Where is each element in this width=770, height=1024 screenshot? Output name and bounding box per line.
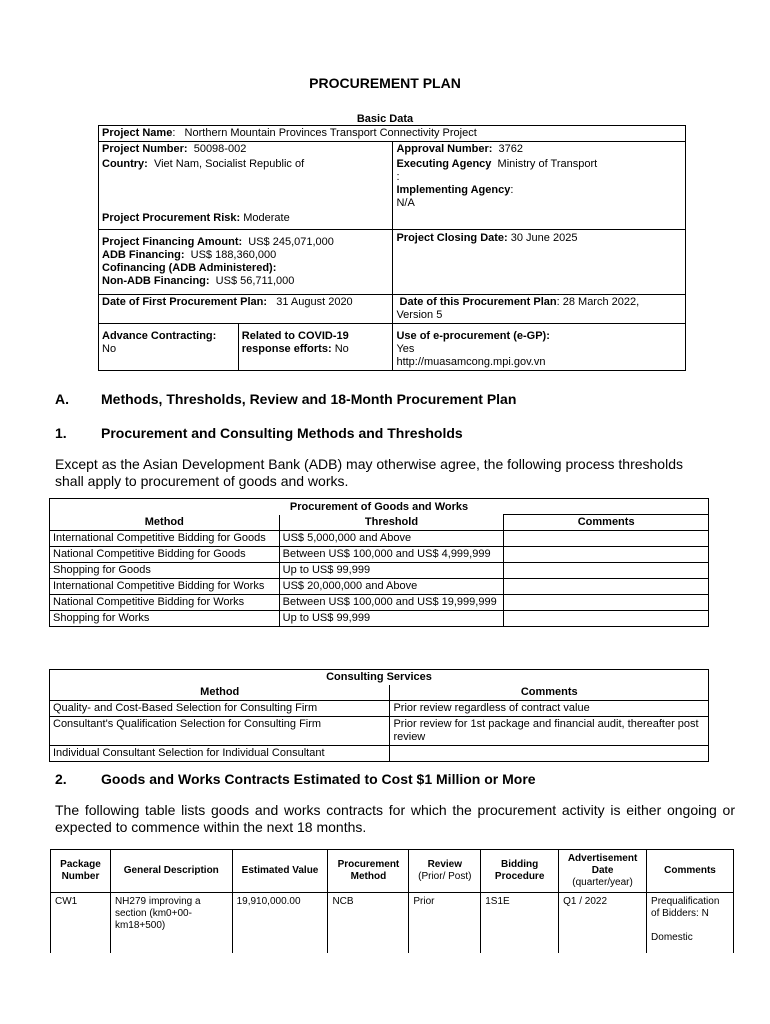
- egp-value: Yes: [396, 343, 415, 355]
- gw-comments: [504, 531, 709, 547]
- ct-header-comments: Comments: [647, 850, 734, 893]
- project-number-cell: [99, 142, 393, 158]
- project-number-label: Project Number:: [102, 143, 188, 155]
- ct-description: NH279 improving a section (km0+00-km18+500): [110, 893, 232, 953]
- cs-comments: Prior review regardless of contract value: [390, 701, 709, 717]
- ct-comments-1: Prequalification of Bidders: N: [651, 896, 720, 919]
- closing-date-value: 30 June 2025: [510, 232, 578, 244]
- ct-advert: Q1 / 2022: [559, 893, 647, 953]
- covid-label-1: Related to COVID-19: [241, 330, 349, 342]
- table-row: [51, 893, 734, 953]
- gw-header-comments: Comments: [504, 515, 709, 531]
- country-label: Country:: [102, 158, 148, 170]
- cs-method: Consultant's Qualification Selection for Consulting Firm: [50, 717, 390, 746]
- project-name-label: Project Name: [102, 127, 173, 139]
- risk-cell: [99, 211, 393, 230]
- covid-label-2: response efforts:: [241, 343, 332, 355]
- gw-threshold: US$ 5,000,000 and Above: [279, 531, 504, 547]
- consulting-table: [49, 669, 709, 762]
- implementing-agency-label: Implementing Agency: [396, 184, 511, 196]
- table-row: [50, 547, 709, 563]
- project-name-value: Northern Mountain Provinces Transport Connectivity Project: [184, 127, 477, 139]
- table-row: [50, 595, 709, 611]
- executing-agency-label: Executing Agency: [396, 158, 492, 170]
- cs-header-comments: Comments: [390, 685, 709, 701]
- gw-method: Shopping for Goods: [50, 563, 280, 579]
- adb-financing-value: US$ 188,360,000: [190, 249, 277, 261]
- gw-threshold: Up to US$ 99,999: [279, 563, 504, 579]
- cofinancing-label: Cofinancing (ADB Administered):: [102, 262, 277, 274]
- gw-method: International Competitive Bidding for Works: [50, 579, 280, 595]
- cs-method: Quality- and Cost-Based Selection for Consulting Firm: [50, 701, 390, 717]
- executing-agency-colon: :: [396, 171, 400, 183]
- section-a-number: A.: [55, 391, 69, 407]
- gw-method: Shopping for Works: [50, 611, 280, 627]
- ct-header-advert: Advertisement Date: [567, 853, 638, 876]
- ct-value: 19,910,000.00: [232, 893, 328, 953]
- section-a-title: Methods, Thresholds, Review and 18-Month Procurement Plan: [101, 391, 517, 407]
- ct-header-method: Procurement Method: [328, 850, 409, 893]
- first-plan-value: 31 August 2020: [276, 296, 353, 308]
- contracts-table: [50, 849, 734, 953]
- this-plan-label: Date of this Procurement Plan: [399, 296, 557, 308]
- section-1-title: Procurement and Consulting Methods and Thresholds: [101, 425, 463, 441]
- non-adb-value: US$ 56,711,000: [215, 275, 295, 287]
- gw-comments: [504, 595, 709, 611]
- gw-method: International Competitive Bidding for Goods: [50, 531, 280, 547]
- first-plan-label: Date of First Procurement Plan:: [102, 296, 268, 308]
- financing-cell: [99, 230, 393, 295]
- goods-works-caption: Procurement of Goods and Works: [50, 499, 709, 515]
- gw-comments: [504, 579, 709, 595]
- ct-header-review-sub: (Prior/ Post): [418, 871, 472, 882]
- egp-label: Use of e-procurement (e-GP):: [396, 330, 550, 342]
- ct-header-review-cell: [409, 850, 481, 893]
- this-plan-value: 28 March 2022,: [562, 296, 640, 308]
- country-cell: [99, 157, 393, 211]
- project-number-value: 50098-002: [193, 143, 247, 155]
- this-plan-version: Version 5: [396, 309, 443, 321]
- approval-number-value: 3762: [498, 143, 524, 155]
- advance-contracting-cell: [99, 324, 239, 371]
- gw-method: National Competitive Bidding for Works: [50, 595, 280, 611]
- ct-header-review: Review: [427, 859, 463, 870]
- table-row: [50, 746, 709, 762]
- ct-method: NCB: [328, 893, 409, 953]
- gw-threshold: Between US$ 100,000 and US$ 19,999,999: [279, 595, 504, 611]
- ct-bidding: 1S1E: [481, 893, 559, 953]
- gw-method: National Competitive Bidding for Goods: [50, 547, 280, 563]
- ct-comments-cell: [647, 893, 734, 953]
- first-plan-cell: [99, 295, 393, 324]
- ct-comments-2: Domestic: [651, 932, 693, 943]
- basic-data-table: [98, 125, 686, 371]
- basic-data-heading: Basic Data: [356, 113, 414, 125]
- ct-package: CW1: [51, 893, 111, 953]
- section-1-number: 1.: [55, 425, 67, 441]
- covid-value: No: [334, 343, 349, 355]
- approval-number-cell: [393, 142, 686, 158]
- ct-header-bidding: Bidding Procedure: [481, 850, 559, 893]
- table-row: [50, 579, 709, 595]
- executing-agency-cell: Executing Agency Ministry of Transport : Implementing Agency: N/A: [393, 157, 686, 211]
- cs-method: Individual Consultant Selection for Individual Consultant: [50, 746, 390, 762]
- project-name-cell: Project Name: Northern Mountain Provinces Transport Connectivity Project: [102, 127, 477, 139]
- gw-header-method: Method: [50, 515, 280, 531]
- implementing-agency-value: N/A: [396, 197, 415, 209]
- document-title: PROCUREMENT PLAN: [309, 75, 461, 91]
- section-2-number: 2.: [55, 771, 67, 787]
- ct-header-package: Package Number: [51, 850, 111, 893]
- gw-comments: [504, 563, 709, 579]
- egp-url: http://muasamcong.mpi.gov.vn: [396, 356, 546, 368]
- table-row: [50, 611, 709, 627]
- gw-comments: [504, 547, 709, 563]
- closing-date-label: Project Closing Date:: [396, 232, 508, 244]
- section-2-title: Goods and Works Contracts Estimated to Cost $1 Million or More: [101, 771, 536, 787]
- advance-value: No: [102, 343, 117, 355]
- financing-amount-value: US$ 245,071,000: [248, 236, 334, 248]
- executing-agency-value: Ministry of Transport: [497, 158, 598, 170]
- cs-comments: [390, 746, 709, 762]
- goods-works-table: [49, 498, 709, 627]
- covid-cell: [238, 324, 393, 371]
- table-row: [50, 531, 709, 547]
- non-adb-label: Non-ADB Financing:: [102, 275, 210, 287]
- section-2-paragraph: The following table lists goods and works contracts for which the procurement activity is either ongoing or expected to commence within the next 18 months.: [55, 802, 735, 835]
- ct-header-advert-cell: [559, 850, 647, 893]
- risk-label: Project Procurement Risk:: [102, 212, 241, 224]
- ct-review: Prior: [409, 893, 481, 953]
- financing-amount-label: Project Financing Amount:: [102, 236, 243, 248]
- ct-header-description: General Description: [110, 850, 232, 893]
- cs-comments: Prior review for 1st package and financial audit, thereafter post review: [390, 717, 709, 746]
- gw-threshold: Up to US$ 99,999: [279, 611, 504, 627]
- gw-comments: [504, 611, 709, 627]
- gw-threshold: Between US$ 100,000 and US$ 4,999,999: [279, 547, 504, 563]
- advance-label: Advance Contracting:: [102, 330, 217, 342]
- adb-financing-label: ADB Financing:: [102, 249, 185, 261]
- consulting-caption: Consulting Services: [50, 670, 709, 686]
- gw-header-threshold: Threshold: [279, 515, 504, 531]
- table-row: [50, 717, 709, 746]
- section-1-paragraph: Except as the Asian Development Bank (ADB) may otherwise agree, the following process thresholds shall apply to procurement of goods and works.: [55, 456, 683, 489]
- gw-threshold: US$ 20,000,000 and Above: [279, 579, 504, 595]
- table-row: [50, 563, 709, 579]
- risk-value: Moderate: [243, 212, 290, 224]
- ct-header-advert-sub: (quarter/year): [572, 877, 633, 888]
- country-value: Viet Nam, Socialist Republic of: [153, 158, 305, 170]
- approval-number-label: Approval Number:: [396, 143, 493, 155]
- ct-header-value: Estimated Value: [232, 850, 328, 893]
- egp-cell: [393, 324, 686, 371]
- closing-date-cell: [393, 230, 686, 295]
- table-row: [50, 701, 709, 717]
- this-plan-cell: Date of this Procurement Plan: 28 March 2022, Version 5: [393, 295, 686, 324]
- cs-header-method: Method: [50, 685, 390, 701]
